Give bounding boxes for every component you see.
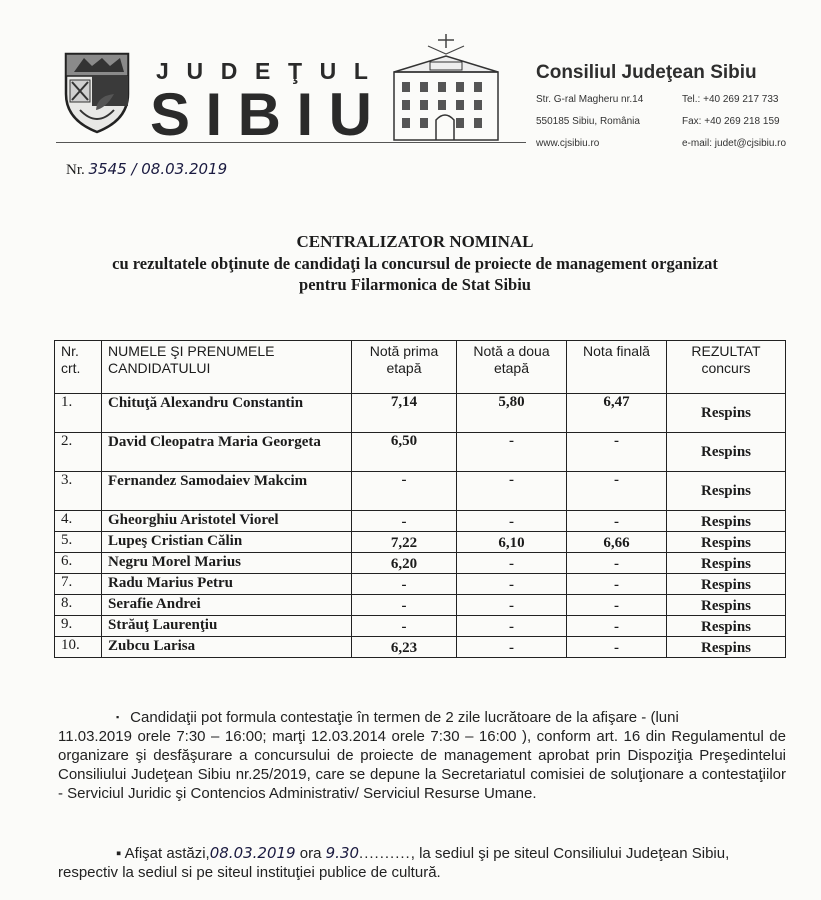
header-final: Nota finală bbox=[567, 341, 667, 394]
table-row bbox=[55, 511, 786, 532]
county-letter: U bbox=[186, 58, 204, 84]
cell-name: Fernandez Samodaiev Makcim bbox=[102, 472, 352, 511]
cell-nr: 4. bbox=[55, 511, 102, 532]
cell-result: Respins bbox=[667, 616, 786, 637]
county-letter: J bbox=[156, 58, 169, 84]
table-header-row bbox=[55, 341, 786, 394]
cell-result: Respins bbox=[667, 532, 786, 553]
cell-final: - bbox=[567, 472, 667, 511]
cell-name: Străuţ Laurenţiu bbox=[102, 616, 352, 637]
cell-stage2: - bbox=[457, 553, 567, 574]
cell-final: 6,66 bbox=[567, 532, 667, 553]
results-table bbox=[54, 340, 786, 658]
phone-number: Tel.: +40 269 217 733 bbox=[682, 94, 779, 105]
table-row bbox=[55, 472, 786, 511]
posted-suffix: , la sediul şi pe siteul Consiliului Judeţean Sibiu, bbox=[410, 845, 730, 862]
cell-nr: 8. bbox=[55, 595, 102, 616]
cell-final: 6,47 bbox=[567, 394, 667, 433]
appeal-notice bbox=[58, 708, 786, 803]
document-subtitle-line2: pentru Filarmonica de Stat Sibiu bbox=[299, 275, 531, 294]
appeal-text-rest: 11.03.2019 orele 7:30 – 16:00; marţi 12.03.2014 orele 7:30 – 16:00 ), conform art. 16 din Regulamentul de organizare şi desfăşurare a concursului de proiecte de management aprobat prin Dispoziţia Preşedintelui Consiliului Judeţean Sibiu nr.25/2019, care se depune la Secretariatul comisiei de soluţionare a contestaţiilor - Serviciul Juridic şi Contencios Administrativ/ Serviciul Resurse Umane. bbox=[58, 728, 786, 802]
header-stage1: Notă prima etapă bbox=[352, 341, 457, 394]
cell-name: Negru Morel Marius bbox=[102, 553, 352, 574]
cell-result: Respins bbox=[667, 574, 786, 595]
cell-stage2: - bbox=[457, 511, 567, 532]
posted-hour-label: ora bbox=[299, 845, 322, 862]
county-letter: E bbox=[254, 58, 271, 84]
cell-nr: 6. bbox=[55, 553, 102, 574]
cell-final: - bbox=[567, 637, 667, 658]
county-letter: L bbox=[353, 58, 368, 84]
cell-nr: 2. bbox=[55, 433, 102, 472]
table-row bbox=[55, 616, 786, 637]
cell-stage2: - bbox=[457, 616, 567, 637]
cell-final: - bbox=[567, 616, 667, 637]
cell-nr: 3. bbox=[55, 472, 102, 511]
council-name: Consiliul Judeţean Sibiu bbox=[536, 62, 757, 83]
header-nr: Nr. crt. bbox=[55, 341, 102, 394]
table-row bbox=[55, 637, 786, 658]
county-name-letter: U bbox=[328, 81, 372, 148]
registration-handwritten-number: 3545 / 08.03.2019 bbox=[88, 160, 228, 178]
registration-label: Nr. bbox=[66, 162, 85, 178]
cell-stage1: 6,23 bbox=[352, 637, 457, 658]
fax-number: Fax: +40 269 218 159 bbox=[682, 116, 780, 127]
cell-nr: 7. bbox=[55, 574, 102, 595]
cell-stage2: - bbox=[457, 595, 567, 616]
table-row bbox=[55, 595, 786, 616]
cell-name: Chituţă Alexandru Constantin bbox=[102, 394, 352, 433]
cell-result: Respins bbox=[667, 472, 786, 511]
letterhead-divider bbox=[56, 142, 526, 143]
bullet-icon: ▪ bbox=[116, 845, 122, 862]
cell-final: - bbox=[567, 433, 667, 472]
bullet-icon: ▪ bbox=[116, 712, 120, 722]
cell-stage2: - bbox=[457, 637, 567, 658]
posting-notice-line1 bbox=[58, 844, 786, 863]
cell-result: Respins bbox=[667, 511, 786, 532]
header-stage2: Notă a doua etapă bbox=[457, 341, 567, 394]
cell-name: Gheorghiu Aristotel Viorel bbox=[102, 511, 352, 532]
cell-nr: 1. bbox=[55, 394, 102, 433]
cell-nr: 5. bbox=[55, 532, 102, 553]
appeal-notice-first-line bbox=[58, 708, 786, 727]
cell-stage2: 6,10 bbox=[457, 532, 567, 553]
cell-stage2: - bbox=[457, 574, 567, 595]
cell-stage1: 7,14 bbox=[352, 394, 457, 433]
header-name: NUMELE ŞI PRENUMELE CANDIDATULUI bbox=[102, 341, 352, 394]
cell-stage1: - bbox=[352, 472, 457, 511]
cell-stage2: 5,80 bbox=[457, 394, 567, 433]
table-row bbox=[55, 433, 786, 472]
table-row bbox=[55, 574, 786, 595]
posted-date-handwritten: 08.03.2019 bbox=[209, 844, 296, 862]
county-name-heading bbox=[150, 82, 372, 148]
header-result: REZULTAT concurs bbox=[667, 341, 786, 394]
cell-result: Respins bbox=[667, 595, 786, 616]
county-name-letter: S bbox=[150, 81, 191, 148]
cell-name: Zubcu Larisa bbox=[102, 637, 352, 658]
county-coat-of-arms-logo bbox=[62, 50, 132, 134]
appeal-text-line1: Candidaţii pot formula contestaţie în termen de 2 zile lucrătoare de la afişare - (luni bbox=[130, 709, 679, 726]
table-row bbox=[55, 532, 786, 553]
cell-stage1: - bbox=[352, 616, 457, 637]
cell-final: - bbox=[567, 553, 667, 574]
cell-name: Lupeş Cristian Călin bbox=[102, 532, 352, 553]
cell-stage1: 6,50 bbox=[352, 433, 457, 472]
county-name-letter: B bbox=[237, 81, 282, 148]
cell-stage1: - bbox=[352, 595, 457, 616]
county-letter: D bbox=[220, 58, 238, 84]
cell-stage1: - bbox=[352, 574, 457, 595]
cell-stage2: - bbox=[457, 472, 567, 511]
posting-notice bbox=[58, 844, 786, 882]
document-title: CENTRALIZATOR NOMINAL bbox=[296, 232, 534, 251]
cell-final: - bbox=[567, 511, 667, 532]
address-street: Str. G-ral Magheru nr.14 bbox=[536, 94, 644, 105]
email-link[interactable]: e-mail: judet@cjsibiu.ro bbox=[682, 138, 787, 149]
cell-stage1: - bbox=[352, 511, 457, 532]
posted-line2: respectiv la sediul si pe siteul instituţiei publice de cultură. bbox=[58, 864, 441, 881]
cell-result: Respins bbox=[667, 433, 786, 472]
dotted-fill-line: .......... bbox=[359, 845, 411, 862]
registration-number bbox=[66, 160, 227, 179]
county-name-letter: I bbox=[205, 81, 223, 148]
posted-hour-handwritten: 9.30 bbox=[325, 844, 360, 862]
cell-name: Serafie Andrei bbox=[102, 595, 352, 616]
address-city: 550185 Sibiu, România bbox=[536, 116, 640, 127]
cell-name: Radu Marius Petru bbox=[102, 574, 352, 595]
cell-result: Respins bbox=[667, 637, 786, 658]
cell-nr: 10. bbox=[55, 637, 102, 658]
council-building-logo bbox=[386, 32, 506, 144]
cell-result: Respins bbox=[667, 553, 786, 574]
cell-stage1: 7,22 bbox=[352, 532, 457, 553]
cell-final: - bbox=[567, 595, 667, 616]
posted-prefix: Afişat astăzi, bbox=[124, 845, 210, 862]
cell-stage2: - bbox=[457, 433, 567, 472]
cell-name: David Cleopatra Maria Georgeta bbox=[102, 433, 352, 472]
cell-stage1: 6,20 bbox=[352, 553, 457, 574]
table-row bbox=[55, 394, 786, 433]
document-subtitle-line1: cu rezultatele obţinute de candidaţi la concursul de proiecte de management organizat bbox=[112, 254, 718, 273]
table-row bbox=[55, 553, 786, 574]
cell-final: - bbox=[567, 574, 667, 595]
county-name-letter: I bbox=[296, 81, 314, 148]
county-letter: U bbox=[319, 58, 337, 84]
cell-nr: 9. bbox=[55, 616, 102, 637]
website-link[interactable]: www.cjsibiu.ro bbox=[536, 138, 600, 149]
cell-result: Respins bbox=[667, 394, 786, 433]
county-letter: Ţ bbox=[287, 58, 303, 84]
